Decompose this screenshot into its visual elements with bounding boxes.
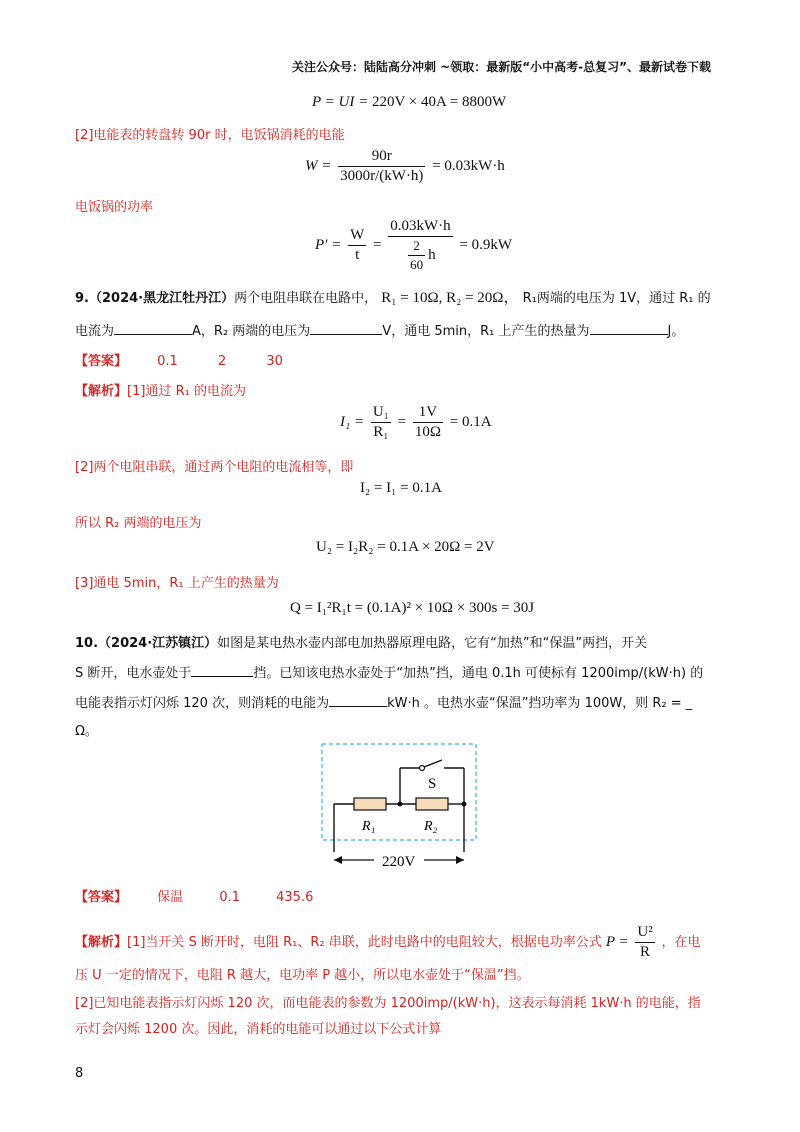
analysis-10-line3: [2]已知电能表指示灯闪烁 120 次，而电能表的参数为 1200imp/(kW·h)，这表示每消耗 1kW·h 的电能，指 [75,996,701,1011]
equation-power2: P′ = $\frac{W}{t}$ = 0.03kW·h $\frac{2}{60}$ h = 0.9kW [315,218,512,272]
switch-contact [420,766,425,771]
step-text: 电饭锅的功率 [75,200,154,215]
question-9-line2: 电流为 A，R₂ 两端的电压为 V，通电 5min，R₁ 上产生的热量为 J。 [75,324,685,339]
analysis-10-line2: 压 U 一定的情况下，电阻 R 越大，电功率 P 越小，所以电水壶处于“保温”挡。 [75,968,530,983]
analysis-9: 【解析】[1]通过 R₁ 的电流为 [75,384,246,399]
equation-equal-current: I₂ = I₁ = 0.1A [360,480,442,496]
question-10: 10.（2024·江苏镇江）如图是某电热水壶内部电加热器原理电路，它有“加热”和“保温”两挡，开关 [75,636,648,651]
step-text: [3]通电 5min，R₁ 上产生的热量为 [75,576,279,591]
page-header: 关注公众号：陆陆高分冲刺 ~领取：最新版“小中高考-总复习”、最新试卷下载 [292,60,711,74]
r2-label: R₂ [424,819,438,834]
equation-heat: Q = I₁²R₁t = (0.1A)² × 10Ω × 300s = 30J [290,600,535,616]
resistor-r2 [416,798,448,810]
equation-energy: W = $\frac{90r}{3000r/(kW\cdot h)}$ = 0.03kW·h [305,148,505,184]
resistor-r1 [354,798,386,810]
equation-current: I₁ = $\frac{\text{U₁}}{\text{R₁}}$ = $\frac{1V}{10\Omega}$ = 0.1A [340,404,492,440]
step-text: [2]两个电阻串联，通过两个电阻的电流相等，即 [75,460,354,475]
question-10-line4: Ω。 [75,724,98,739]
dashed-frame [322,744,476,840]
step-text: [2]电能表的转盘转 90r 时，电饭锅消耗的电能 [75,128,345,143]
question-9: 9.（2024·黑龙江牡丹江）两个电阻串联在电路中， R₁ = 10Ω, R₂ = 20Ω， R₁两端的电压为 1V，通过 R₁ 的 [75,290,711,306]
question-10-line2: S 断开，电水壶处于 挡。已知该电热水壶处于“加热”挡，通电 0.1h 可使标有 1200imp/(kW·h) 的 [75,666,704,681]
switch-lever [424,760,442,767]
equation-voltage: U₂ = I₂R₂ = 0.1A × 20Ω = 2V [316,539,495,555]
answer-10: 【答案】 保温 0.1 435.6 [75,890,314,905]
voltage-label: 220V [382,854,416,870]
analysis-10: 【解析】[1]当开关 S 断开时，电阻 R₁、R₂ 串联，此时电路中的电阻较大，根据电功率公式 P = $\frac{\text{U²}}{R}$ ，在电 [75,924,701,960]
question-10-line3: 电能表指示灯闪烁 120 次，则消耗的电能为 kW·h 。电热水壶“保温”挡功率为 100W，则 R₂ = _ [75,696,693,711]
step-text: 所以 R₂ 两端的电压为 [75,516,202,531]
equation-power: P = UI = 220V × 40A = 8800W [312,94,507,110]
switch-label: S [428,776,437,792]
analysis-10-line4: 示灯会闪烁 1200 次。因此，消耗的电能可以通过以下公式计算 [75,1022,442,1037]
page-number: 8 [75,1066,84,1081]
answer-9: 【答案】 0.1 2 30 [75,354,283,369]
r1-label: R₁ [362,819,376,834]
circuit-diagram [316,740,482,880]
